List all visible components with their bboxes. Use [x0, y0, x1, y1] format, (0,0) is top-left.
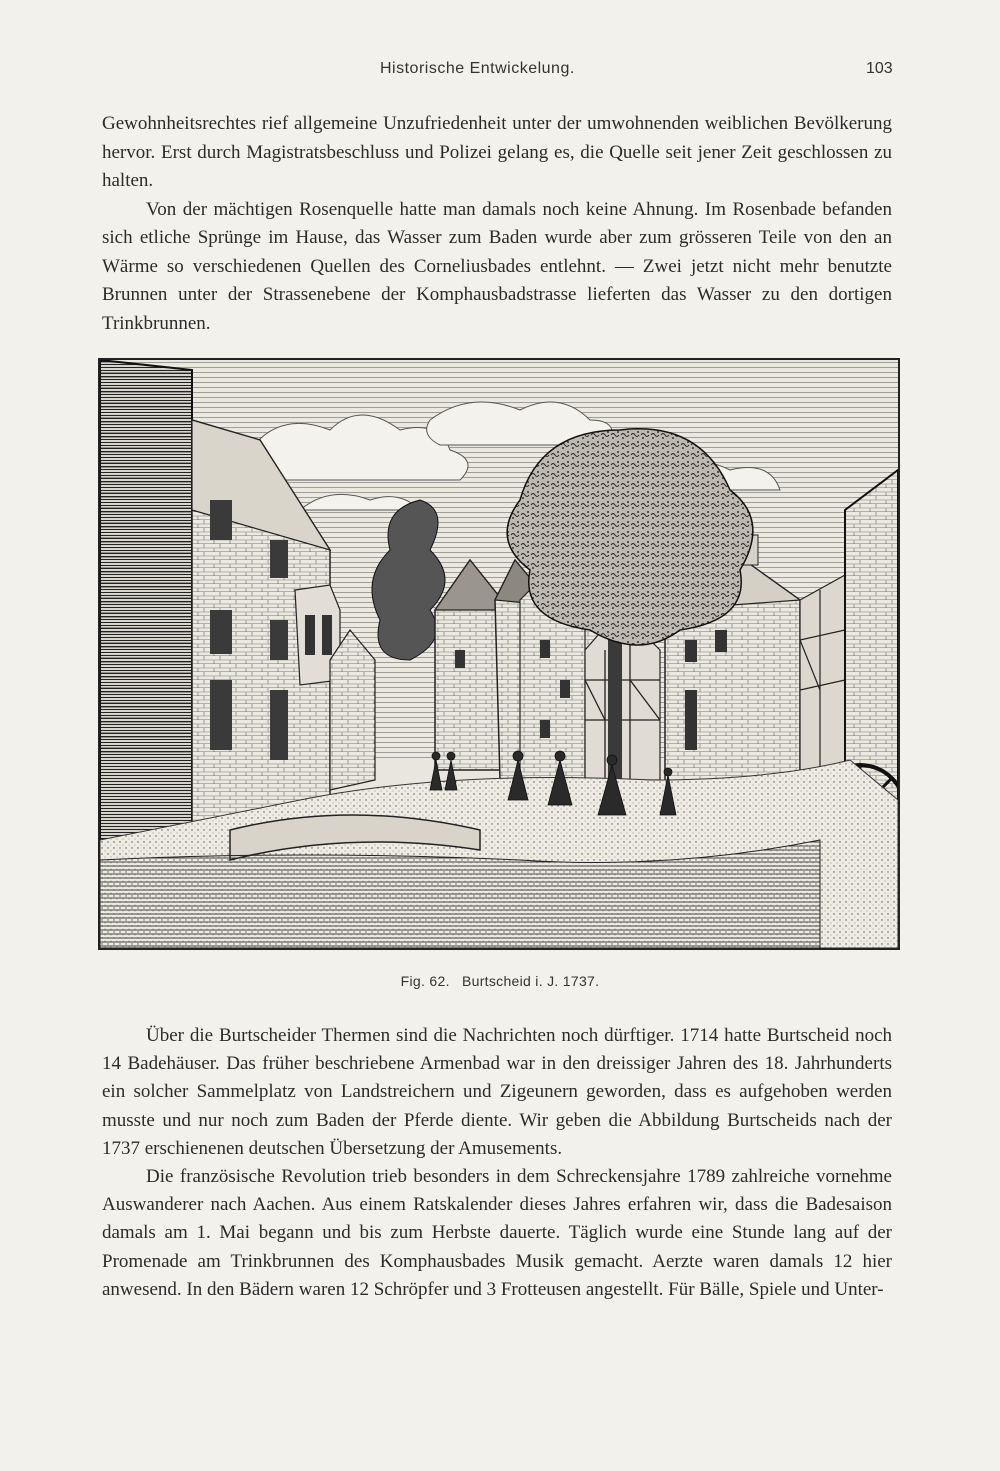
- running-title: Historische Entwickelung.: [380, 60, 575, 77]
- engraving-illustration: [98, 358, 900, 950]
- paragraph-continuation: Gewohnheitsrechtes rief allgemeine Unzufriedenheit unter der umwohnenden weiblichen Bevölkerung hervor. Erst durch Magistratsbeschluss und Polizei gelang es, die Quelle seit jener Zeit geschlossen zu halten.: [102, 113, 892, 191]
- page-number: 103: [866, 60, 893, 77]
- figure-label: Fig. 62.: [400, 973, 450, 989]
- paragraph-revolution: Die französische Revolution trieb besonders in dem Schreckensjahre 1789 zahlreiche vornehme Auswanderer nach Aachen. Aus einem Ratskalender dieses Jahres erfahren wir, dass die Badesaison damals am 1. Mai begann und bis zum Herbste dauerte. Täglich wurde eine Stunde lang auf der Promenade am Trinkbrunnen des Komphausbades Musik gemacht. Aerzte waren damals 12 hier anwesend. In den Bädern waren 12 Schröpfer und 3 Frotteusen angestellt. Für Bälle, Spiele und Unter-: [102, 1166, 892, 1300]
- paragraph-burtscheid: Über die Burtscheider Thermen sind die Nachrichten noch dürftiger. 1714 hatte Burtscheid noch 14 Badehäuser. Das früher beschriebene Armenbad war in den dreissiger Jahren des 18. Jahrhunderts ein solcher Sammelplatz von Landstreichern und Zigeunern geworden, dass es aufgehoben werden musste und nur noch zum Baden der Pferde diente. Wir geben die Abbildung Burtscheids nach der 1737 erschienenen deutschen Übersetzung der Amusements.: [102, 1025, 892, 1159]
- engraving-drawing: [100, 360, 898, 948]
- top-text-block: [102, 110, 892, 338]
- paragraph-rosenquelle: Von der mächtigen Rosenquelle hatte man damals noch keine Ahnung. Im Rosenbade befanden sich etliche Sprünge im Hause, das Wasser zum Baden wurde aber zum grösseren Teile von den an Wärme so verschiedenen Quellen des Corneliusbades entlehnt. — Zwei jetzt nicht mehr benutzte Brunnen unter der Strassenebene der Komphausbadstrasse lieferten das Wasser zu den dortigen Trinkbrunnen.: [102, 198, 892, 334]
- figure-caption-text: Burtscheid i. J. 1737.: [461, 973, 600, 989]
- figure-caption: [0, 973, 1000, 989]
- bottom-text-block: [102, 1022, 892, 1304]
